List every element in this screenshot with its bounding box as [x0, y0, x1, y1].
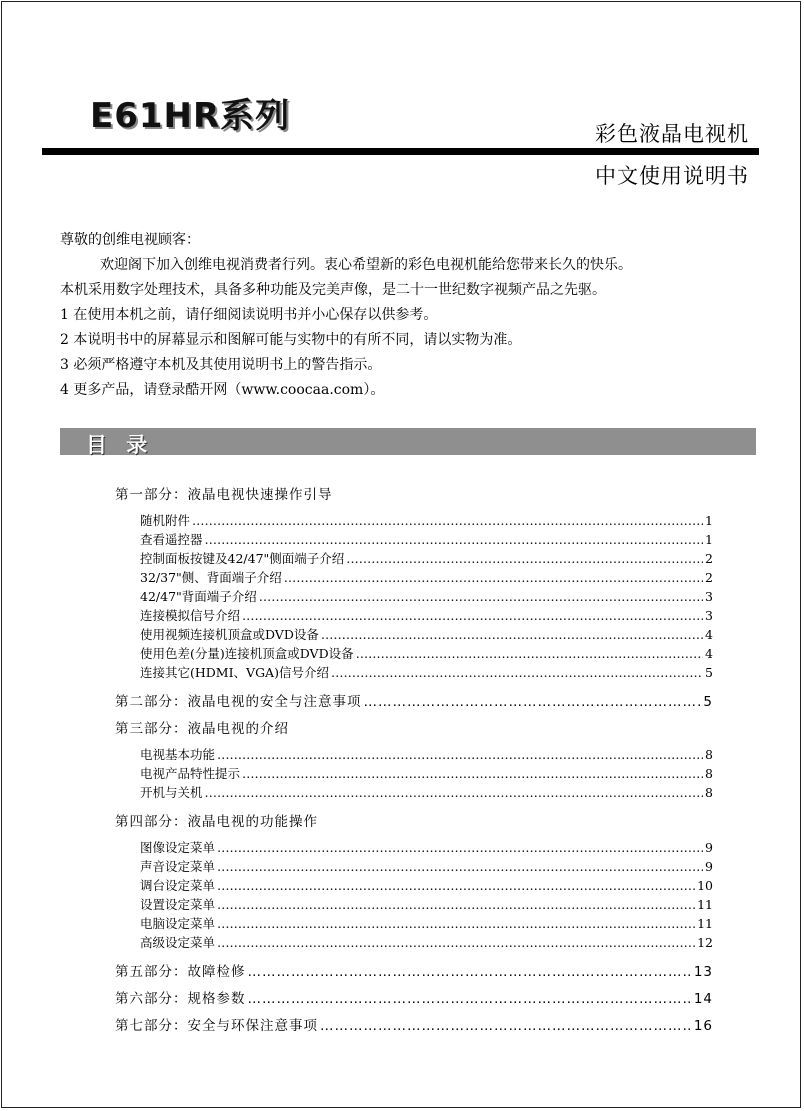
- toc-part-3-items: [115, 745, 713, 802]
- toc-item[interactable]: [115, 568, 713, 587]
- leader-dots: [217, 876, 695, 895]
- toc-part-page: 5: [703, 694, 713, 710]
- leader-dots: [248, 962, 692, 982]
- note-3: 3 必须严格遵守本机及其使用说明书上的警告指示。: [60, 357, 382, 373]
- header-rule: [42, 148, 759, 155]
- toc-part-page: 14: [693, 991, 713, 1007]
- toc-item-title: 控制面板按键及42/47"侧面端子介绍: [140, 551, 345, 566]
- toc-item-page: 12: [697, 935, 713, 950]
- leader-dots: [346, 549, 703, 568]
- toc-item-page: 1: [705, 513, 713, 528]
- toc-item-page: 2: [705, 551, 713, 566]
- toc-part-4[interactable]: [115, 812, 713, 832]
- leader-dots: [259, 587, 703, 606]
- toc-part-4-items: [115, 838, 713, 952]
- toc-item[interactable]: [115, 587, 713, 606]
- leader-dots: [217, 838, 703, 857]
- toc-item[interactable]: [115, 625, 713, 644]
- toc-item-page: 11: [697, 916, 713, 931]
- manual-title: 中文使用说明书: [595, 164, 749, 188]
- toc-part-title: 第六部分：规格参数: [115, 991, 246, 1007]
- leader-dots: [217, 914, 695, 933]
- toc-item[interactable]: [115, 745, 713, 764]
- toc-item-page: 8: [705, 766, 713, 781]
- leader-dots: [364, 692, 702, 712]
- leader-dots: [217, 745, 703, 764]
- product-title: 彩色液晶电视机: [595, 122, 749, 146]
- leader-dots: [205, 530, 704, 549]
- description-text: 本机采用数字处理技术，具备多种功能及完美声像，是二十一世纪数字视频产品之先驱。: [60, 282, 606, 298]
- toc-item-title: 设置设定菜单: [140, 897, 216, 912]
- leader-dots: [331, 663, 703, 682]
- toc-item-page: 11: [697, 897, 713, 912]
- toc-item-title: 声音设定菜单: [140, 859, 216, 874]
- toc-item[interactable]: [115, 663, 713, 682]
- leader-dots: [320, 1016, 692, 1036]
- toc-item-title: 高级设定菜单: [140, 935, 216, 950]
- toc-item-page: 3: [705, 608, 713, 623]
- toc-item-title: 32/37"侧、背面端子介绍: [140, 570, 282, 585]
- toc-item-page: 8: [705, 747, 713, 762]
- toc-part-title: 第七部分：安全与环保注意事项: [115, 1018, 318, 1034]
- note-2: 2 本说明书中的屏幕显示和图解可能与实物中的有所不同，请以实物为准。: [60, 332, 522, 348]
- leader-dots: [217, 895, 695, 914]
- toc-item[interactable]: [115, 764, 713, 783]
- toc-item-title: 电脑设定菜单: [140, 916, 216, 931]
- toc-part-title: 第一部分：液晶电视快速操作引导: [115, 487, 333, 503]
- toc-item-page: 2: [705, 570, 713, 585]
- note-4: 4 更多产品，请登录酷开网（www.coocaa.com）。: [60, 382, 385, 398]
- toc-item-page: 10: [697, 878, 713, 893]
- leader-dots: [248, 989, 692, 1009]
- toc-item-title: 查看遥控器: [140, 532, 203, 547]
- toc-item-title: 连接模拟信号介绍: [140, 608, 241, 623]
- toc-item-title: 使用视频连接机顶盒或DVD设备: [140, 627, 319, 642]
- toc-item[interactable]: [115, 606, 713, 625]
- leader-dots: [356, 644, 703, 663]
- leader-dots: [284, 568, 703, 587]
- leader-dots: [242, 606, 703, 625]
- toc-part-5[interactable]: [115, 962, 713, 982]
- toc-item-page: 5: [705, 665, 713, 680]
- toc-item-title: 电视基本功能: [140, 747, 216, 762]
- leader-dots: [242, 764, 703, 783]
- toc-item[interactable]: [115, 895, 713, 914]
- toc-item-page: 4: [705, 627, 713, 642]
- note-1: 1 在使用本机之前，请仔细阅读说明书并小心保存以供参考。: [60, 307, 438, 323]
- toc-item[interactable]: [115, 933, 713, 952]
- toc-item-page: 1: [705, 532, 713, 547]
- series-title: E61HR系列: [90, 96, 291, 136]
- greeting: 尊敬的创维电视顾客：: [60, 232, 200, 248]
- toc-item[interactable]: [115, 644, 713, 663]
- toc-item[interactable]: [115, 838, 713, 857]
- toc-part-3[interactable]: [115, 719, 713, 739]
- leader-dots: [205, 783, 704, 802]
- leader-dots: [217, 933, 695, 952]
- leader-dots: [192, 511, 703, 530]
- toc-item-title: 图像设定菜单: [140, 840, 216, 855]
- toc-item-title: 使用色差(分量)连接机顶盒或DVD设备: [140, 646, 354, 661]
- toc-item-title: 42/47"背面端子介绍: [140, 589, 257, 604]
- toc-part-page: 16: [693, 1018, 713, 1034]
- toc-part-6[interactable]: [115, 989, 713, 1009]
- leader-dots: [217, 857, 703, 876]
- toc-part-1-items: [115, 511, 713, 682]
- toc-part-title: 第五部分：故障检修: [115, 964, 246, 980]
- toc-item[interactable]: [115, 857, 713, 876]
- toc-item-page: 9: [705, 859, 713, 874]
- toc-part-title: 第四部分：液晶电视的功能操作: [115, 814, 318, 830]
- toc-item[interactable]: [115, 876, 713, 895]
- table-of-contents: [115, 485, 713, 1043]
- toc-part-title: 第二部分：液晶电视的安全与注意事项: [115, 694, 362, 710]
- toc-part-page: 13: [693, 964, 713, 980]
- toc-part-2[interactable]: [115, 692, 713, 712]
- toc-item[interactable]: [115, 511, 713, 530]
- toc-part-7[interactable]: [115, 1016, 713, 1036]
- toc-item-page: 8: [705, 785, 713, 800]
- toc-item-title: 调台设定菜单: [140, 878, 216, 893]
- welcome-text: 欢迎阁下加入创维电视消费者行列。衷心希望新的彩色电视机能给您带来长久的快乐。: [100, 257, 632, 273]
- toc-item-title: 随机附件: [140, 513, 191, 528]
- toc-item[interactable]: [115, 783, 713, 802]
- toc-item-title: 连接其它(HDMI、VGA)信号介绍: [140, 665, 329, 680]
- toc-item-title: 电视产品特性提示: [140, 766, 241, 781]
- toc-item[interactable]: [115, 914, 713, 933]
- toc-item[interactable]: [115, 549, 713, 568]
- leader-dots: [321, 625, 703, 644]
- toc-item-title: 开机与关机: [140, 785, 203, 800]
- toc-part-1[interactable]: [115, 485, 713, 505]
- toc-item-page: 9: [705, 840, 713, 855]
- toc-part-title: 第三部分：液晶电视的介绍: [115, 721, 289, 737]
- toc-title: 目 录: [86, 433, 154, 457]
- toc-header-bar: [60, 428, 756, 455]
- toc-item-page: 3: [705, 589, 713, 604]
- intro-section: [60, 228, 780, 403]
- toc-item-page: 4: [705, 646, 713, 661]
- toc-item[interactable]: [115, 530, 713, 549]
